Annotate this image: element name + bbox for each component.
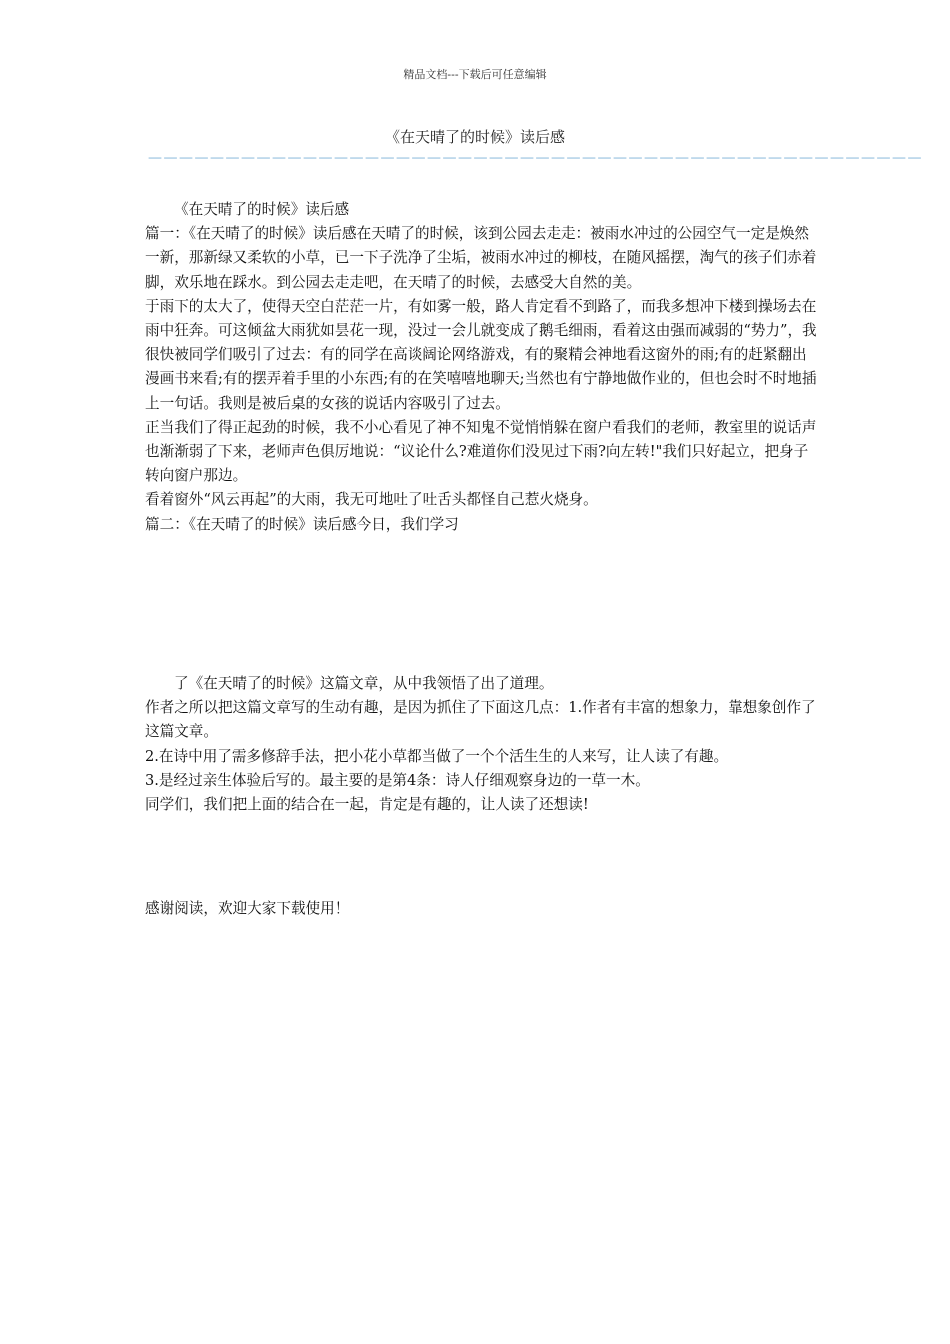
paragraph: 了《在天晴了的时候》这篇文章，从中我领悟了出了道理。 xyxy=(174,675,554,692)
paragraph: 同学们，我们把上面的结合在一起，肯定是有趣的，让人读了还想读! xyxy=(145,796,589,814)
section-two xyxy=(145,672,817,817)
section-heading: 《在天晴了的时候》读后感 xyxy=(174,201,350,218)
paragraph: 正当我们了得正起劲的时候，我不小心看见了神不知鬼不觉悄悄躲在窗户看我们的老师，教室里的说话声也渐渐弱了下来，老师声色俱厉地说：“议论什么?难道你们没见过下雨?向左转!"我们只好起立，把身子转向窗户那边。 xyxy=(145,418,817,485)
paragraph: 作者之所以把这篇文章写的生动有趣，是因为抓住了下面这几点：1.作者有丰富的想象力，靠想象创作了这篇文章。 xyxy=(145,699,816,741)
closing-section xyxy=(145,897,817,921)
paragraph: 于雨下的太大了，使得天空白茫茫一片，有如雾一般，路人肯定看不到路了，而我多想冲下楼到操场去在雨中狂奔。可这倾盆大雨犹如昙花一现，没过一会儿就变成了鹅毛细雨，看着这由强而减弱的“势力”，我很快被同学们吸引了过去：有的同学在高谈阔论网络游戏，有的聚精会神地看这窗外的雨;有的赶紧翻出漫画书来看;有的摆弄着手里的小东西;有的在笑嘻嘻地聊天;当然也有宁静地做作业的，但也会时不时地插上一句话。我则是被后桌的女孩的说话内容吸引了过去。 xyxy=(145,297,817,412)
title-divider: —————————————————————————————————————————————————— xyxy=(148,150,923,166)
closing-note: 感谢阅读，欢迎大家下载使用！ xyxy=(145,900,350,917)
section-one xyxy=(145,198,817,537)
header-note: 精品文档---下载后可任意编辑 xyxy=(403,68,547,81)
paragraph: 3.是经过亲生体验后写的。最主要的是第4条：诗人仔细观察身边的一草一木。 xyxy=(145,771,650,789)
paragraph: 篇一：《在天晴了的时候》读后感在天晴了的时候，该到公园去走走：被雨水冲过的公园空气一定是焕然一新，那新绿又柔软的小草，已一下子洗净了尘垢，被雨水冲过的柳枝，在随风摇摆，淘气的孩子们赤着脚，欢乐地在踩水。到公园去走走吧，在天晴了的时候，去感受大自然的美。 xyxy=(145,225,817,291)
paragraph: 2.在诗中用了需多修辞手法，把小花小草都当做了一个个活生生的人来写，让人读了有趣。 xyxy=(145,747,729,765)
paragraph: 看着窗外“风云再起”的大雨，我无可地吐了吐舌头都怪自己惹火烧身。 xyxy=(145,491,598,509)
document-title: 《在天晴了的时候》读后感 xyxy=(384,128,565,146)
paragraph: 篇二：《在天晴了的时候》读后感今日，我们学习 xyxy=(145,515,459,533)
